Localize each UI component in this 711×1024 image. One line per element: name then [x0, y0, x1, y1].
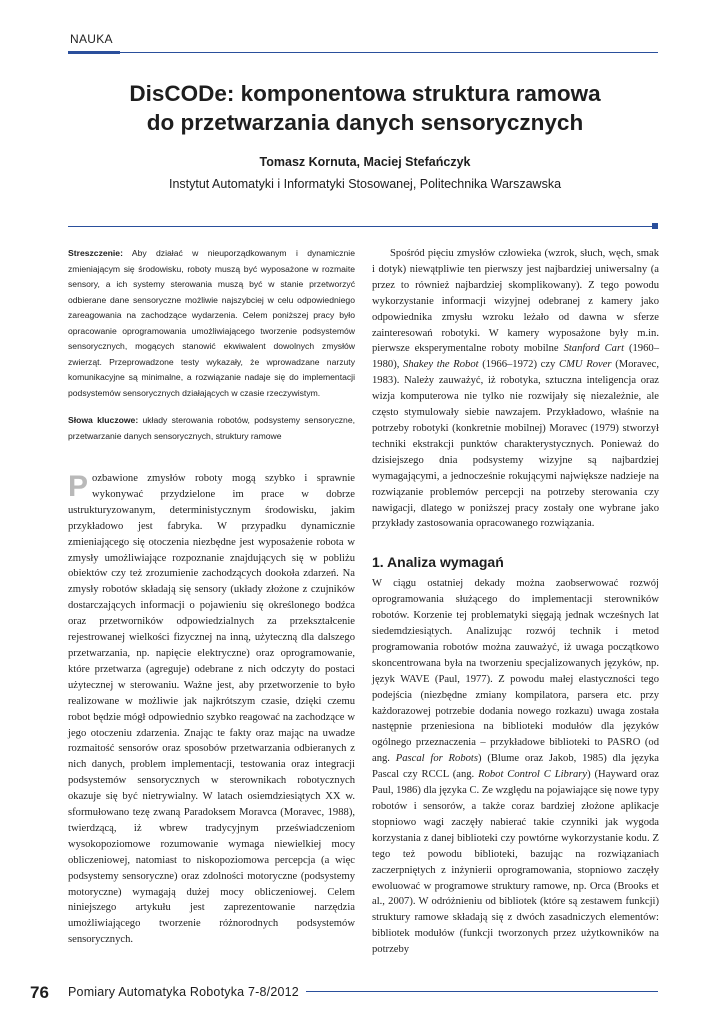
text-run: (1960–1980),: [372, 343, 659, 371]
keywords-text: układy sterowania robotów, podsystemy sensoryczne, przetwarzanie danych sensorycznych, struktury ramowe: [68, 415, 355, 441]
text-run: Spośród pięciu zmysłów człowieka (wzrok, słuch, węch, smak i dotyk) niewątpliwie ten pierwszy jest najbardziej uniwersalny (a przez to również najbardziej skomplikowany). Z tego powodu wykorzystanie informacji wizyjnej odebranej z kamery jako odpowiednika zmysłu wzroku leżało od dawna w sferze zainteresowań robotyki. W kamery wyposażone były m.in. pierwsze eksperymentalne roboty mobilne: [372, 248, 659, 355]
right-intro-paragraph: [372, 246, 659, 532]
header-rule: [68, 52, 658, 53]
text-run: ) (Blume oraz Jakob, 1985) dla języka Pascal czy RCCL (ang.: [372, 753, 659, 781]
text-italic: Robot Control C Library: [478, 769, 588, 781]
abstract-text: Aby działać w nieuporządkowanym i dynamicznie zmieniającym się środowisku, roboty muszą być wyposażone w rozmaite sensory, a ich systemy sterowania muszą być w stanie przetworzyć odbierane dane sensoryczne możliwie najszybciej w celu odpowiedniego zareagowania na zachodzące wydarzenia. Celem poniższej pracy było opracowanie oprogramowania umożliwiającego tworzenie podsystemów sensorycznych, mogących stanowić ekwiwalent dowolnych zmysłów zwierząt. Przeprowadzone testy wykazały, że wprowadzane narzuty komunikacyjne są minimalne, a rozwiązanie nadaje się do implementacji podsystemów sensorycznych działających w czasie rzeczywistym.: [68, 248, 355, 398]
section-heading: 1. Analiza wymagań: [372, 554, 504, 571]
intro-text: ozbawione zmysłów roboty mogą szybko i sprawnie wykonywać przydzielone im prace w dobrze ustrukturyzowanym, deterministycznym środowisku, jakim przykładowo jest fabryka. W przypadku dynamicznie zmieniającego się otoczenia niezbędne jest wyposażenie robota w zmysły umożliwiające rozpoznanie znajdujących się w pobliżu obiektów czy też zrozumienie zachodzących dookoła zdarzeń. Na zmysły robotów składają się sensory (układy złożone z czujników dostarczających informacji o pojawieniu się określonego bodźca oraz przetworników odpowiedzialnych za przekształcenie rejestrowanej wielkości fizycznej na inną, użyteczną dla dalszego przetwarzania, np. napięcie elektryczne) oraz oprogramowanie, które przetwarza (agreguje) odebrane z nich odczyty do postaci użytecznej w sterowaniu. Ważne jest, aby przetworzenie to było realizowane w możliwie jak najkrótszym czasie, dzięki czemu robot będzie mógł odpowiednio szybko reagować na zachodzące w jego otoczeniu zdarzenia. Znając te fakty oraz mając na uwadze rozmaitość sensorów oraz sposobów przetwarzania odbieranych z nich danych, problem implementacji, testowania oraz integracji podsystemów sensorycznych w sterownikach robotycznych okazuje się być nietrywialny. W latach osiemdziesiątych XX w. sformułowano tezę zwaną Paradoksem Moravca (Moravec, 1988), twierdzącą, iż wbrew tradycyjnym przeświadczeniom wysokopoziomowe rozumowanie wymaga niewielkiej mocy obliczeniowej, natomiast to niskopoziomowa percepcja (a więc podsystemy sensoryczne) oraz zdolności motoryczne (podsystemy motoryczne) wymagają dużej mocy obliczeniowej. Celem niniejszego artykułu jest zaprezentowanie narzędzia umożliwiającego tworzenie różnorodnych podsystemów sensorycznych.: [68, 473, 355, 946]
text-italic: Stanford Cart: [563, 343, 625, 355]
keywords-label: Słowa kluczowe:: [68, 415, 139, 425]
journal-name: Pomiary Automatyka Robotyka 7-8/2012: [68, 985, 299, 999]
right-column: [372, 246, 659, 958]
title-line-2: do przetwarzania danych sensorycznych: [146, 110, 584, 135]
text-run: ) (Hayward oraz Paul, 1986) dla języka C. Ze względu na pojawiające się nowe typy robotów i sensorów, a także coraz bardziej złożone aplikacje stopniowo wagi zaczęły nabierać takie czynniki jak wygoda korzystania z danej biblioteki czy powtórne wykorzystanie kodu. Z tego też powodu biblioteki, bazując na rozwiązaniach zaczerpniętych z inżynierii oprogramowania, stopniowo zaczęły ewoluować w programowe struktury ramowe, np. Orca (Brooks et al., 2007). W odróżnieniu od bibliotek (które są zestawem funkcji) struktury ramowe składają się z dwóch zasadniczych elementów: bibliotek modułów (funkcji tworzonych przez użytkowników na potrzeby: [372, 769, 659, 956]
abstract-label: Streszczenie:: [68, 248, 123, 258]
affiliation: Instytut Automatyki i Informatyki Stosowanej, Politechnika Warszawska: [168, 177, 562, 191]
text-run: (Moravec, 1983). Należy zauważyć, iż robotyka, sztuczna inteligencja oraz wizja komputerowa nie tylko nie rozwijały się niezależnie, ale często stymulowały siebie nawzajem. Przykładowo, właśnie na potrzeby robotyki (konkretnie mobilnej) Moravec (1979) stworzył techniki ekstrakcji punktów charakterystycznych. Ponieważ do dzisiejszego dnia podsystemy wizyjne są najbardziej wymagającymi, a jednocześnie rokującymi największe nadzieje na rozwiązanie problemów percepcji na potrzeby sterowania czy nawigacji, dlatego w poniższej pracy zostały one wybrane jako przykłady zastosowania opracowanego rozwiązania.: [372, 359, 660, 530]
section-tag: NAUKA: [70, 32, 113, 46]
page-number: 76: [30, 983, 49, 1002]
article-title: [60, 79, 670, 137]
footer-rule: [306, 991, 658, 992]
authors: Tomasz Kornuta, Maciej Stefańczyk: [259, 155, 471, 169]
text-italic: CMU Rover: [559, 359, 612, 371]
intro-paragraph: [68, 471, 355, 948]
left-column: [68, 246, 355, 948]
keywords: [68, 413, 355, 444]
drop-cap: P: [68, 470, 89, 503]
section-paragraph: [372, 576, 659, 958]
abstract: [68, 246, 355, 401]
title-rule: [68, 226, 652, 227]
text-run: W ciągu ostatniej dekady można zaobserwować rozwój oprogramowania służącego do implementacji sterowników robotów. Korzenie tej problematyki sięgają jednak wcześnych lat siedemdziesiątych. Analizując rozwój technik i metod programowania robotów można zauważyć, iż uwaga początkowo skoncentrowana była na tworzeniu specjalizowanych języków, np. język WAVE (Paul, 1977). Z powodu małej elastyczności tego podejścia (niezbędne zmiany kompilatora, parsera etc. przy każdorazowej potrzebie dodania nowego rozkazu) uwaga została następnie przeniesiona na biblioteki modułów dla języków ogólnego przeznaczenia – przykładowe biblioteki to PASRO (od ang.: [372, 578, 659, 765]
text-italic: Pascal for Robots: [395, 753, 478, 765]
title-line-1: DisCODe: komponentowa struktura ramowa: [129, 81, 601, 106]
text-italic: Shakey the Robot: [403, 359, 479, 371]
text-run: (1966–1972) czy: [478, 359, 560, 371]
